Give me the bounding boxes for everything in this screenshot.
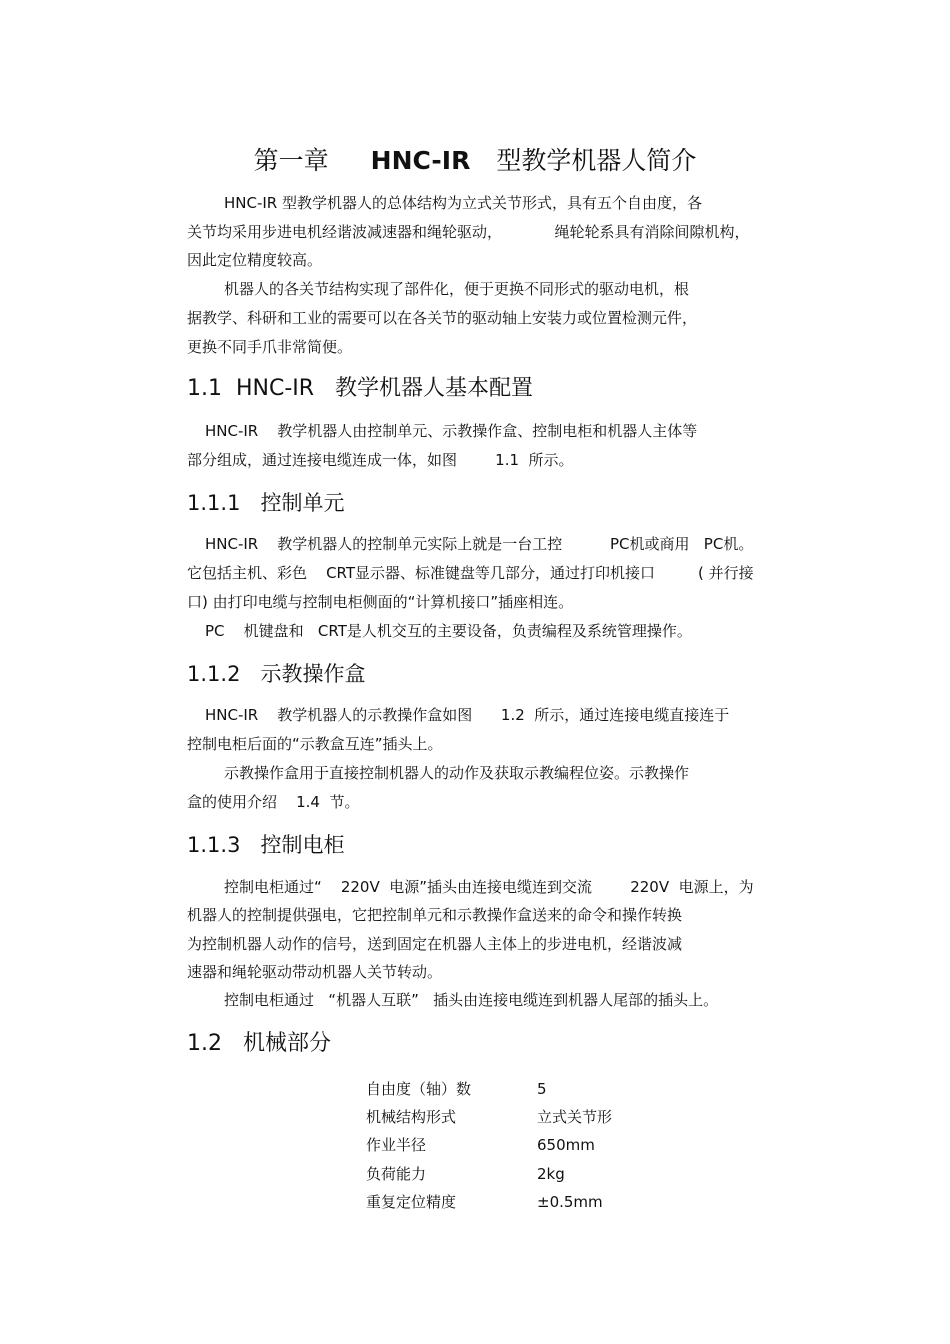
intro-paragraph-2-line-3: 更换不同手爪非常简便。 (187, 338, 353, 356)
section-1-1-3-line-2: 机器人的控制提供强电，它把控制单元和示教操作盒送来的命令和操作转换 (187, 906, 683, 924)
section-1-1-3-line-5: 控制电柜通过 “机器人互联” 插头由连接电缆连到机器人尾部的插头上。 (224, 991, 719, 1009)
section-1-1-2-line-2: 控制电柜后面的“示教盒互连”插头上。 (187, 735, 443, 753)
section-1-1-1-line-3: 口) 由打印电缆与控制电柜侧面的“计算机接口”插座相连。 (187, 593, 574, 611)
spec-value: 立式关节形 (537, 1108, 613, 1126)
section-heading-1-1-2: 1.1.2 示教操作盒 (187, 662, 366, 686)
intro-paragraph-2-line-2: 据教学、科研和工业的需要可以在各关节的驱动轴上安装力或位置检测元件， (187, 309, 698, 327)
spec-value: 650mm (537, 1136, 595, 1154)
section-1-1-3-line-1: 控制电柜通过“ 220V 电源”插头由连接电缆连到交流 220V 电源上，为 (224, 878, 754, 896)
spec-row (366, 1191, 603, 1213)
section-1-1-1-line-4: PC 机键盘和 CRT是人机交互的主要设备，负责编程及系统管理操作。 (205, 622, 692, 640)
section-1-1-2-line-3: 示教操作盒用于直接控制机器人的动作及获取示教编程位姿。示教操作 (224, 764, 690, 782)
section-1-1-line-1: HNC-IR 教学机器人由控制单元、示教操作盒、控制电柜和机器人主体等 (205, 422, 698, 440)
section-1-1-line-2: 部分组成，通过连接电缆连成一体，如图 1.1 所示。 (187, 451, 574, 469)
intro-paragraph-2-line-1: 机器人的各关节结构实现了部件化，便于更换不同形式的驱动电机，根 (224, 280, 690, 298)
intro-paragraph-1-line-3: 因此定位精度较高。 (187, 251, 323, 269)
section-heading-1-1-3: 1.1.3 控制电柜 (187, 833, 345, 857)
section-1-1-2-line-4: 盒的使用介绍 1.4 节。 (187, 793, 360, 811)
section-heading-1-1: 1.1 HNC-IR 教学机器人基本配置 (187, 376, 534, 401)
spec-label: 机械结构形式 (366, 1108, 457, 1126)
section-heading-1-1-1: 1.1.1 控制单元 (187, 491, 345, 515)
intro-paragraph-1-line-1: HNC-IR 型教学机器人的总体结构为立式关节形式，具有五个自由度，各 (224, 194, 703, 212)
intro-paragraph-1-line-2: 关节均采用步进电机经谐波减速器和绳轮驱动， 绳轮轮系具有消除间隙机构， (187, 223, 750, 241)
model-name: HNC-IR (370, 146, 471, 175)
spec-row (366, 1163, 565, 1185)
chapter-number: 第一章 (253, 146, 329, 175)
spec-row (366, 1078, 547, 1100)
section-heading-1-2: 1.2 机械部分 (187, 1031, 331, 1056)
section-1-1-3-line-4: 速器和绳轮驱动带动机器人关节转动。 (187, 963, 443, 981)
chapter-title-text: 型教学机器人简介 (496, 146, 697, 175)
spec-value: 5 (537, 1080, 547, 1098)
spec-label: 重复定位精度 (366, 1193, 457, 1211)
spec-value: 2kg (537, 1165, 565, 1183)
spec-row (366, 1106, 612, 1128)
chapter-title (0, 146, 950, 176)
section-1-1-1-line-1: HNC-IR 教学机器人的控制单元实际上就是一台工控 PC机或商用 PC机。 (205, 535, 754, 553)
spec-label: 自由度（轴）数 (366, 1080, 472, 1098)
spec-label: 作业半径 (366, 1136, 427, 1154)
section-1-1-3-line-3: 为控制机器人动作的信号，送到固定在机器人主体上的步进电机，经谐波减 (187, 935, 683, 953)
section-1-1-1-line-2: 它包括主机、彩色 CRT显示器、标准键盘等几部分，通过打印机接口 ( 并行接 (187, 564, 754, 582)
section-1-1-2-line-1: HNC-IR 教学机器人的示教操作盒如图 1.2 所示，通过连接电缆直接连于 (205, 706, 730, 724)
spec-label: 负荷能力 (366, 1165, 427, 1183)
spec-row (366, 1134, 595, 1156)
spec-value: ±0.5mm (537, 1193, 603, 1211)
